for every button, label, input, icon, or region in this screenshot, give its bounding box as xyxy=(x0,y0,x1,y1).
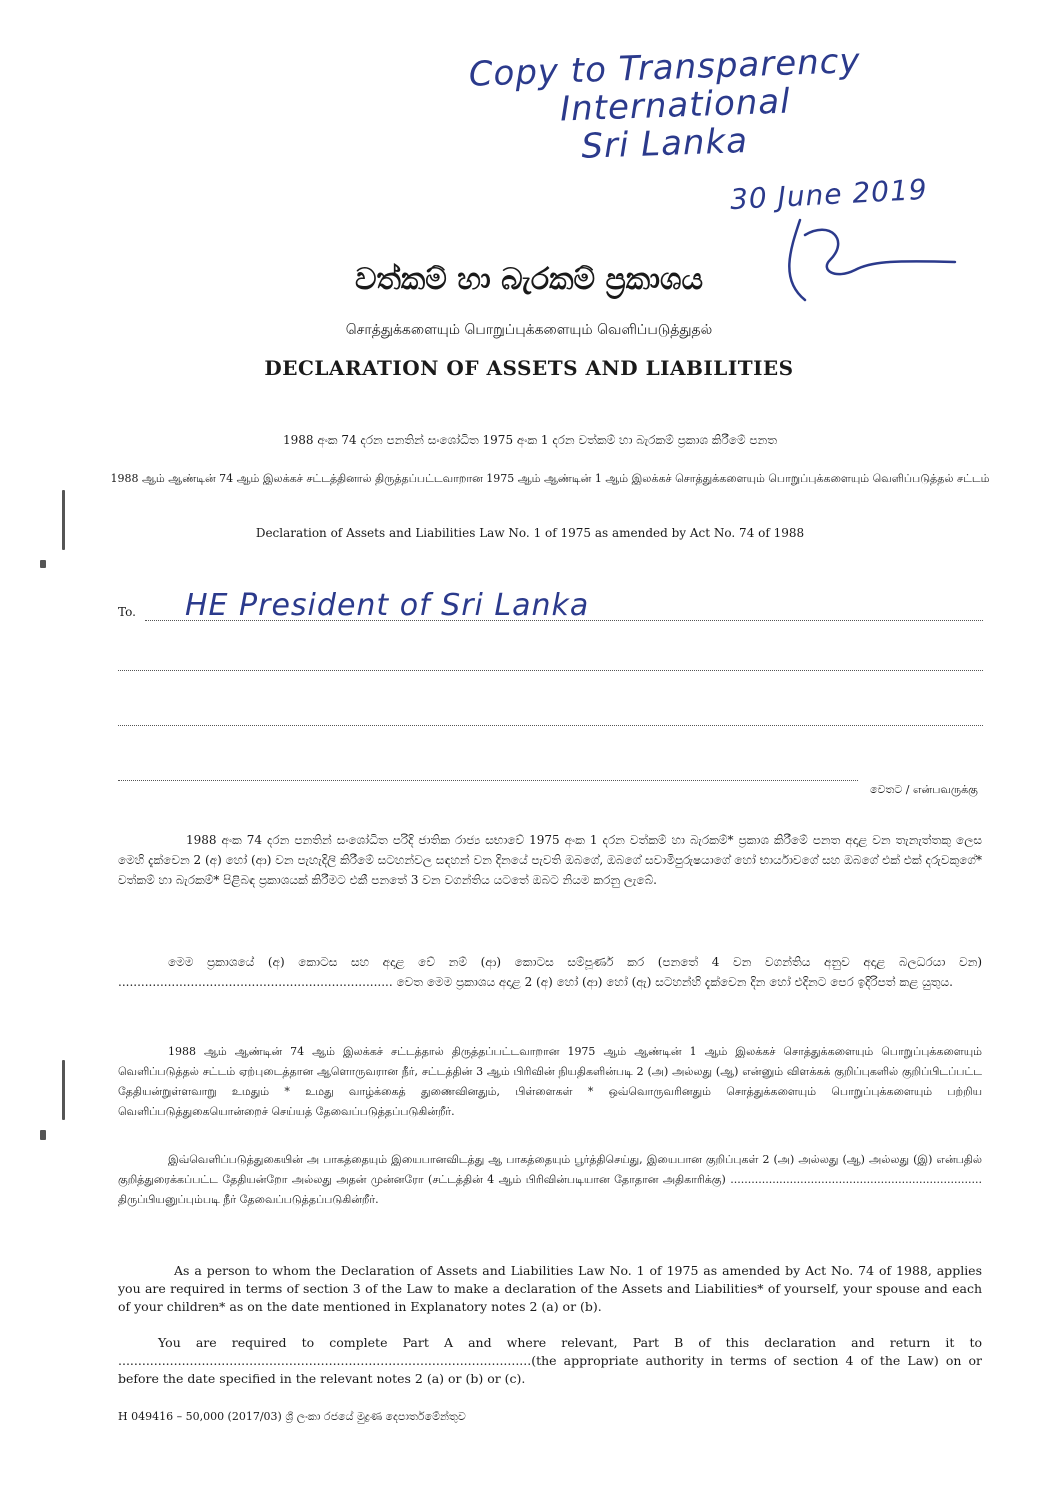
to-line-2 xyxy=(118,670,983,671)
paragraph-tamil-2: இவ்வெளிப்படுத்துகையின் அ பாகத்தையும் இயைபானவிடத்து ஆ பாகத்தையும் பூர்த்திசெய்து, இயைபான குறிப்புகள் 2 (அ) அல்லது (ஆ) அல்லது (இ) என்பதில் குறித்துரைக்கப்பட்ட தேதியன்றோ அல்லது அதன் முன்னரோ (சட்டத்தின் 4 ஆம் பிரிவின்படியான தோதான அதிகாரிக்கு) ........................................................................ திருப்பியனுப்பும்படி நீர் தேவைப்படுத்தப்படுகின்றீர். xyxy=(118,1153,982,1206)
law-reference-sinhala: 1988 අංක 74 දරන පනතින් සංශෝධිත 1975 අංක 1 දරන වත්කම් හා බැරකම් ප්‍රකාශ කිරීමේ පනත xyxy=(282,433,778,447)
scan-artifact xyxy=(62,490,65,550)
addressee-value[interactable]: HE President of Sri Lanka xyxy=(185,588,590,623)
paragraph-sinhala-2: මෙම ප්‍රකාශයේ (අ) කොටස සහ අදාළ වේ නම් (ආ) කොටස සම්පූර්ණ කර (පනතේ 4 වන වගන්තිය අනුව අදාළ බලධරයා වන) ........................................................................ වෙත මෙම ප්‍රකාශය අදාළ 2 (අ) හෝ (ආ) හෝ (ඇ) සටහන්හි දැක්වෙන දින හෝ එදිනට පෙර ඉදිරිපත් කළ යුතුය. xyxy=(118,955,982,989)
scan-artifact xyxy=(40,1130,46,1140)
print-footer: H 049416 – 50,000 (2017/03) ශ්‍රී ලංකා රජයේ මුද්‍රණ දෙපාර්තමේන්තුව xyxy=(118,1410,466,1423)
to-label: To. xyxy=(118,605,136,619)
addressee-trailing-label: වෙතට / என்பவருக்கு xyxy=(870,783,978,796)
paragraph-tamil-1: 1988 ஆம் ஆண்டின் 74 ஆம் இலக்கச் சட்டத்தால் திருத்தப்பட்டவாறான 1975 ஆம் ஆண்டின் 1 ஆம் இலக்கச் சொத்துக்களையும் பொறுப்புக்களையும் வெளிப்படுத்தல் சட்டம் ஏற்புடைத்தான ஆளொருவரான நீர், சட்டத்தின் 3 ஆம் பிரிவின் நியதிகளின்படி 2 (அ) அல்லது (ஆ) என்னும் விளக்கக் குறிப்புகளில் குறிப்பிடப்பட்ட தேதியன்றுள்ளவாறு உமதும் * உமது வாழ்க்கைத் துணைவினதும், பிள்ளைகள் * ஒவ்வொருவரினதும் சொத்துக்களையும் பொறுப்புக்களையும் பற்றிய வெளிப்படுத்துகையொன்றைச் செய்யத் தேவைப்படுத்தப்படுகின்றீர். xyxy=(118,1045,982,1118)
paragraph-english-2: You are required to complete Part A and where relevant, Part B of this declaration and return it to ........................................................................................................(the appropriate authority in terms of section 4 of the Law) on or before the date specified in the relevant notes 2 (a) or (b) or (c). xyxy=(118,1335,982,1386)
title-sinhala: වත්කම් හා බැරකම් ප්‍රකාශය xyxy=(354,262,704,297)
paragraph-english-1: As a person to whom the Declaration of Assets and Liabilities Law No. 1 of 1975 as amended by Act No. 74 of 1988, applies you are required in terms of section 3 of the Law to make a declaration of the Assets and Liabilities* of yourself, your spouse and each of your children* as on the date mentioned in Explanatory notes 2 (a) or (b). xyxy=(118,1263,982,1314)
handwritten-line-3: Sri Lanka xyxy=(580,121,749,167)
to-line-4 xyxy=(118,780,858,781)
handwritten-date: 30 June 2019 xyxy=(729,172,929,217)
handwritten-line-2: International xyxy=(559,81,792,130)
to-line-3 xyxy=(118,725,983,726)
handwritten-note xyxy=(468,40,912,169)
title-tamil: சொத்துக்களையும் பொறுப்புக்களையும் வெளிப்படுத்துதல் xyxy=(345,322,713,338)
law-reference-tamil: 1988 ஆம் ஆண்டின் 74 ஆம் இலக்கச் சட்டத்தினால் திருத்தப்பட்டவாறான 1975 ஆம் ஆண்டின் 1 ஆம் இலக்கச் சொத்துக்களையும் பொறுப்புக்களையும் வெளிப்படுத்தல் சட்டம் xyxy=(110,472,990,485)
title-english: DECLARATION OF ASSETS AND LIABILITIES xyxy=(264,356,794,380)
paragraph-sinhala-1: 1988 අංක 74 දරන පනතින් සංශෝධිත පරිදි ජාතික රාජ්‍ය සභාවේ 1975 අංක 1 දරන වත්කම් හා බැරකම්* ප්‍රකාශ කිරීමේ පනත අදාළ වන තැනැත්තකු ලෙස මෙහි දැක්වෙන 2 (අ) හෝ (ආ) වන පැහැදිලි කිරීමේ සටහන්වල සඳහන් වන දිනයේ පැවති ඔබගේ, ඔබගේ සවාමිපුරුෂයාගේ හෝ භාර්යාවගේ සහ ඔබගේ එක් එක් දරුවකුගේ* වත්කම් හා බැරකම්* පිළිබඳ ප්‍රකාශයක් කිරීමට එකී පනතේ 3 වන වගන්තිය යටතේ ඔබට නියම කරනු ලැබේ. xyxy=(118,833,982,887)
handwritten-line-1: Copy to Transparency xyxy=(468,41,862,95)
law-reference-english: Declaration of Assets and Liabilities Law No. 1 of 1975 as amended by Act No. 74 of 1988 xyxy=(255,526,805,540)
scan-artifact xyxy=(62,1060,65,1120)
scan-artifact xyxy=(40,560,46,568)
